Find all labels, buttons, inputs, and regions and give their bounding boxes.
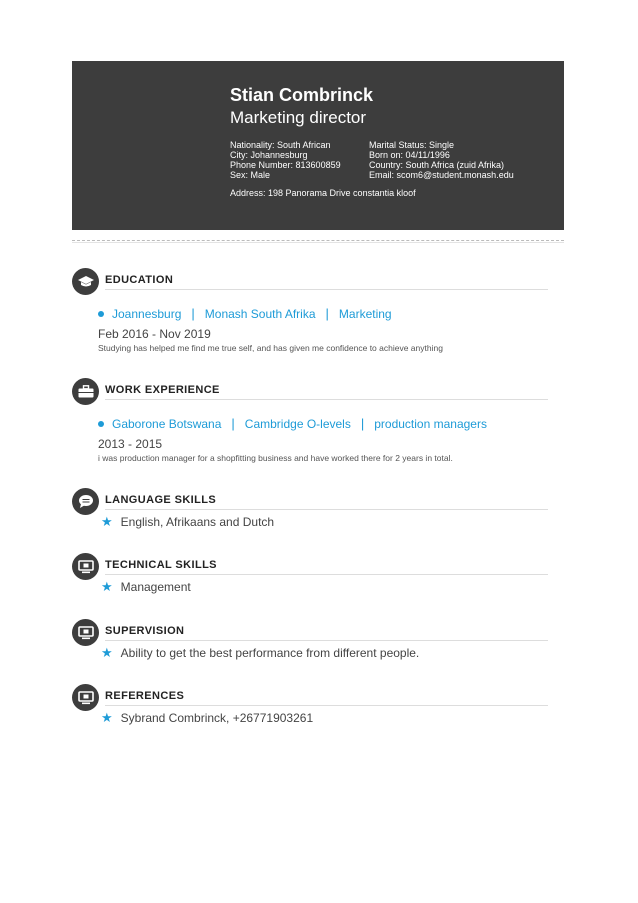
- work-field: production managers: [374, 416, 487, 431]
- education-description: Studying has helped me find me true self, and has given me confidence to achieve anything: [98, 343, 443, 353]
- supervision-section: [72, 619, 550, 669]
- sex: Sex: Male: [230, 170, 271, 180]
- supervision-title: SUPERVISION: [105, 625, 185, 637]
- work-description: i was production manager for a shopfitting business and have worked there for 2 years in total.: [98, 453, 453, 463]
- technical-section: [72, 553, 550, 603]
- education-title: EDUCATION: [105, 274, 174, 286]
- references-title: REFERENCES: [105, 690, 185, 702]
- technical-item-text: Management: [120, 580, 191, 594]
- nationality: Nationality: South African: [230, 140, 331, 150]
- candidate-role: Marketing director: [230, 108, 367, 127]
- education-section: [72, 268, 550, 358]
- language-section: [72, 488, 550, 538]
- education-dates: Feb 2016 - Nov 2019: [98, 327, 211, 341]
- language-item-text: English, Afrikaans and Dutch: [120, 515, 275, 529]
- supervision-item: [101, 645, 419, 661]
- education-title-underline: [105, 289, 548, 290]
- country: Country: South Africa (zuid Afrika): [369, 160, 505, 170]
- marital-status: Marital Status: Single: [369, 140, 455, 150]
- briefcase-icon: [72, 378, 99, 405]
- star-icon: ★: [101, 645, 113, 660]
- monitor-icon: [72, 684, 99, 711]
- birth-date: Born on: 04/11/1996: [369, 150, 450, 160]
- candidate-name: Stian Combrinck: [230, 85, 374, 105]
- monitor-icon: [72, 619, 99, 646]
- star-icon: ★: [101, 710, 113, 725]
- separator: |: [360, 416, 365, 431]
- email: Email: scom6@student.monash.edu: [369, 170, 514, 180]
- graduation-cap-icon: [72, 268, 99, 295]
- header-divider: [72, 240, 564, 241]
- separator: |: [191, 306, 195, 321]
- resume-header: [72, 61, 564, 230]
- references-title-underline: [105, 705, 548, 706]
- personal-info-left: [230, 140, 341, 180]
- education-place: Joannesburg: [112, 306, 182, 321]
- language-item: [101, 514, 274, 530]
- separator: |: [231, 416, 235, 431]
- personal-info-right: [369, 140, 514, 180]
- work-place: Gaborone Botswana: [112, 416, 222, 431]
- star-icon: ★: [101, 579, 113, 594]
- work-institution: Cambridge O-levels: [244, 416, 351, 431]
- separator: |: [325, 306, 329, 321]
- supervision-item-text: Ability to get the best performance from different people.: [120, 646, 420, 660]
- bullet-dot: [98, 311, 104, 317]
- language-title-underline: [105, 509, 548, 510]
- education-entry: [98, 306, 392, 321]
- work-title: WORK EXPERIENCE: [105, 384, 220, 396]
- header-divider-shadow: [72, 242, 564, 243]
- work-section: [72, 378, 550, 468]
- bullet-dot: [98, 421, 104, 427]
- references-item-text: Sybrand Combrinck, +26771903261: [120, 711, 314, 725]
- education-institution: Monash South Afrika: [204, 306, 316, 321]
- supervision-title-underline: [105, 640, 548, 641]
- references-item: [101, 710, 313, 726]
- technical-title-underline: [105, 574, 548, 575]
- education-field: Marketing: [338, 306, 392, 321]
- work-dates: 2013 - 2015: [98, 437, 163, 451]
- speech-bubble-icon: [72, 488, 99, 515]
- language-title: LANGUAGE SKILLS: [105, 494, 217, 506]
- star-icon: ★: [101, 514, 113, 529]
- city: City: Johannesburg: [230, 150, 308, 160]
- phone-number: Phone Number: 813600859: [230, 160, 341, 170]
- monitor-icon: [72, 553, 99, 580]
- references-section: [72, 684, 550, 734]
- technical-item: [101, 579, 191, 595]
- address: Address: 198 Panorama Drive constantia kloof: [230, 188, 416, 198]
- work-entry: [98, 416, 487, 431]
- technical-title: TECHNICAL SKILLS: [105, 559, 217, 571]
- work-title-underline: [105, 399, 548, 400]
